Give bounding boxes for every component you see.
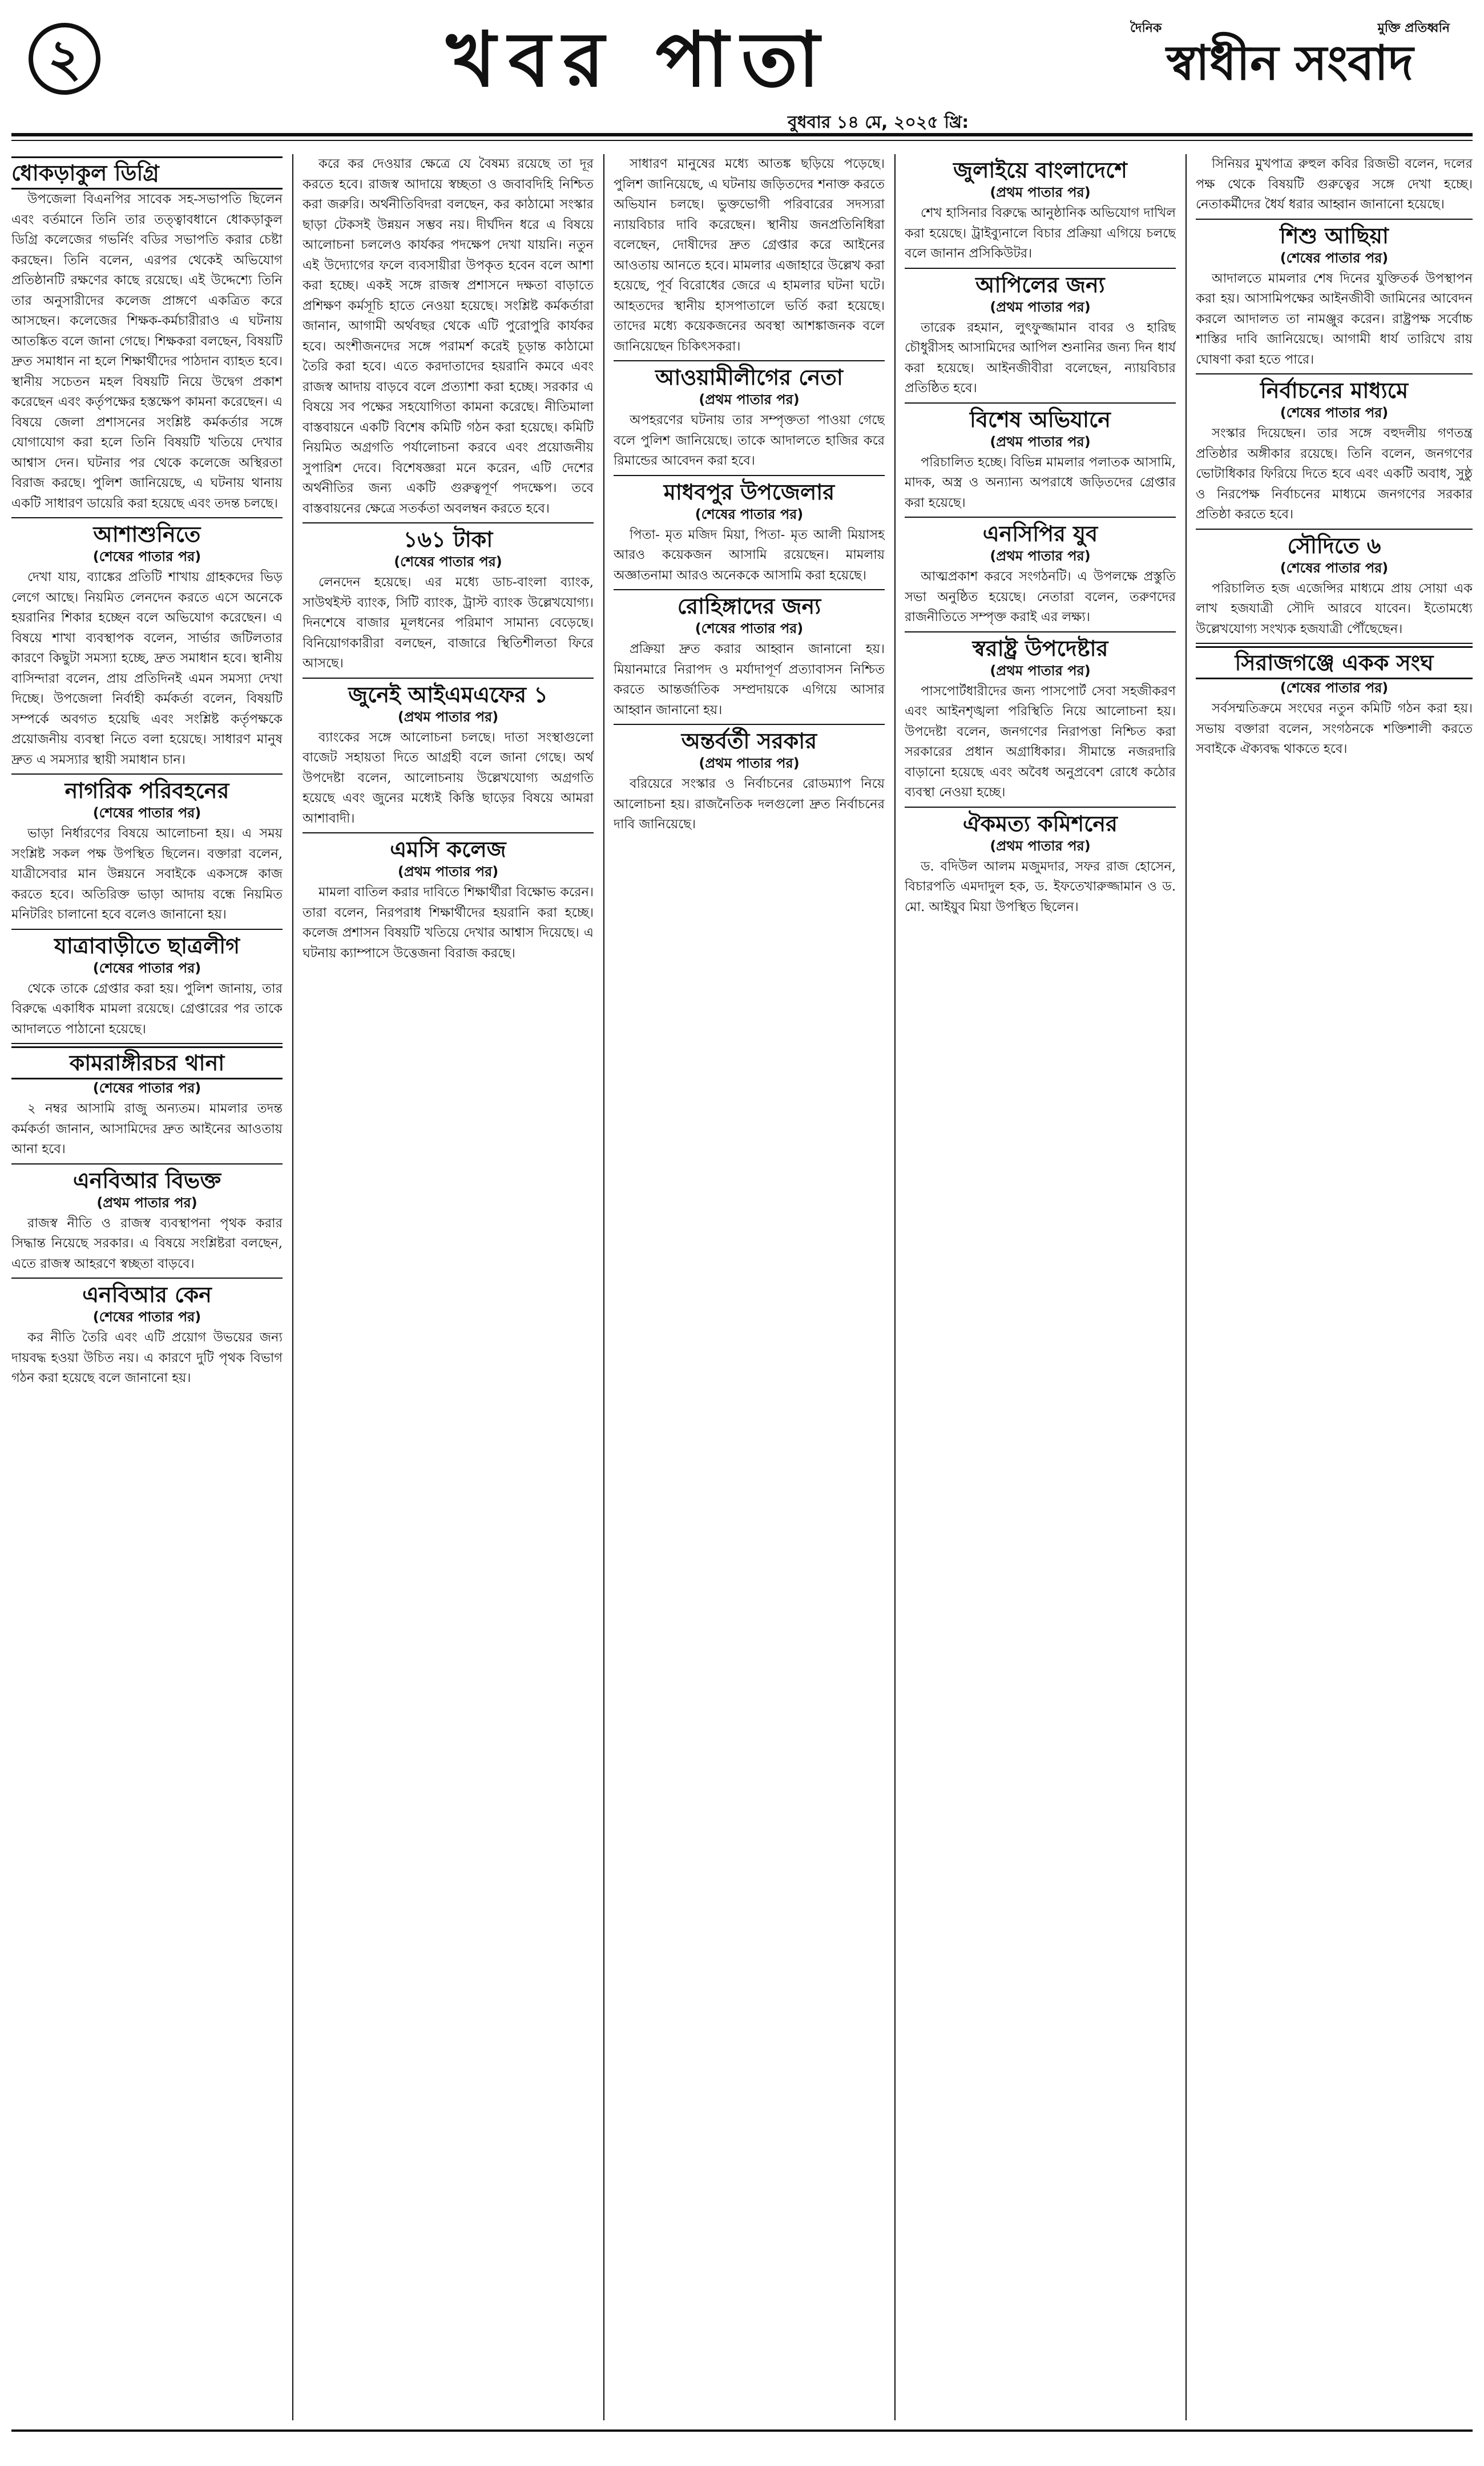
column-divider [603, 154, 604, 2420]
story-divider [1196, 529, 1473, 530]
column-3 [614, 154, 885, 2443]
story-headline: শিশু আছিয়া [1280, 223, 1389, 248]
news-story [905, 268, 1176, 399]
story-divider [905, 268, 1176, 269]
story-headline: সিরাজগঞ্জে একক সংঘ [1196, 646, 1473, 679]
news-story [11, 1163, 283, 1275]
story-divider [11, 1043, 283, 1044]
story-body-text: তারেক রহমান, লুৎফুজ্জামান বাবর ও হারিছ চৌধুরীসহ আসামিদের আপিল শুনানির জন্য দিন ধার্য করা হয়েছে। আইনজীবীরা বলেছেন, ন্যায়বিচার প্রতিষ্ঠিত হবে। [905, 320, 1176, 396]
story-divider [614, 589, 885, 590]
publication-date: বুধবার ১৪ মে, ২০২৫ খ্রি: [788, 112, 969, 132]
brand-logo-text: স্বাধীন সংবাদ [1166, 35, 1414, 91]
story-divider [11, 929, 283, 930]
news-story [11, 773, 283, 925]
story-divider [905, 631, 1176, 632]
page-bottom-rule [11, 2429, 1473, 2432]
continuation-note: (প্রথম পাতার পর) [699, 392, 800, 408]
story-divider [1196, 373, 1473, 374]
continuation-note: (শেষের পাতার পর) [92, 549, 201, 565]
story-body-text: রাজস্ব নীতি ও রাজস্ব ব্যবস্থাপনা পৃথক করার সিদ্ধান্ত নিয়েছে সরকার। এ বিষয়ে সংশ্লিষ্টরা বলছেন, এতে রাজস্ব আহরণে স্বচ্ছতা বাড়বে। [11, 1215, 283, 1271]
news-story [1196, 154, 1473, 215]
story-body-text: মামলা বাতিল করার দাবিতে শিক্ষার্থীরা বিক্ষোভ করেন। তারা বলেন, নিরপরাধ শিক্ষার্থীদের হয়রানি করা হচ্ছে। কলেজ প্রশাসন বিষয়টি খতিয়ে দেখার আশ্বাস দিয়েছে। এ ঘটনায় ক্যাম্পাসে উত্তেজনা বিরাজ করছে। [303, 885, 594, 961]
story-body-text: শেখ হাসিনার বিরুদ্ধে আনুষ্ঠানিক অভিযোগ দাখিল করা হয়েছে। ট্রাইব্যুনালে বিচার প্রক্রিয়া এগিয়ে চলছে বলে জানান প্রসিকিউটর। [905, 206, 1176, 261]
brand-tag-right: মুক্তি প্রতিধ্বনি [1377, 21, 1450, 35]
continuation-note: (প্রথম পাতার পর) [96, 1194, 197, 1211]
story-body-text: ভাড়া নির্ধারণের বিষয়ে আলোচনা হয়। এ সময় সংশ্লিষ্ট সকল পক্ষ উপস্থিত ছিলেন। বক্তারা বলেন, যাত্রীসেবার মান উন্নয়নে সবাইকে একসঙ্গে কাজ করতে হবে। অতিরিক্ত ভাড়া আদায় বন্ধে নিয়মিত মনিটরিং চালানো হবে বলেও জানানো হয়। [11, 826, 283, 922]
continuation-note: (প্রথম পাতার পর) [397, 864, 499, 880]
story-body-text: পিতা- মৃত মজিদ মিয়া, পিতা- মৃত আলী মিয়াসহ আরও কয়েকজন আসামি রয়েছেন। মামলায় অজ্ঞাতনামা আরও অনেককে আসামি করা হয়েছে। [614, 527, 885, 583]
masthead [11, 11, 1473, 132]
continuation-note: (শেষের পাতার পর) [695, 620, 804, 636]
continuation-note: (শেষের পাতার পর) [1280, 559, 1389, 576]
story-headline: অন্তর্বর্তী সরকার [681, 728, 817, 754]
news-story [11, 1043, 283, 1160]
news-story [303, 522, 594, 674]
story-headline: কামরাঙ্গীরচর থানা [11, 1046, 283, 1079]
column-5 [1196, 154, 1473, 2443]
continuation-note: (শেষের পাতার পর) [394, 554, 502, 570]
column-4 [905, 154, 1176, 2443]
story-headline: ১৬১ টাকা [403, 527, 493, 552]
story-headline: সৌদিতে ৬ [1287, 533, 1381, 558]
story-divider [614, 475, 885, 476]
story-body-text: অপহরণের ঘটনায় তার সম্পৃক্ততা পাওয়া গেছে বলে পুলিশ জানিয়েছে। তাকে আদালতে হাজির করে রিমান্ডের আবেদন করা হবে। [614, 413, 885, 468]
news-story [1196, 373, 1473, 525]
story-body-text: সাধারণ মানুষের মধ্যে আতঙ্ক ছড়িয়ে পড়েছে। পুলিশ জানিয়েছে, এ ঘটনায় জড়িতদের শনাক্ত করতে অভিযান চলছে। ভুক্তভোগী পরিবারের সদস্যরা ন্যায়বিচার দাবি করেছেন। স্থানীয় জনপ্রতিনিধিরা বলেছেন, দোষীদের দ্রুত গ্রেপ্তার করে আইনের আওতায় আনতে হবে। মামলার এজাহারে উল্লেখ করা হয়েছে, পূর্ব বিরোধের জেরে এ হামলার ঘটনা ঘটে। আহতদের স্থানীয় হাসপাতালে ভর্তি করা হয়েছে। তাদের মধ্যে কয়েকজনের অবস্থা আশঙ্কাজনক বলে জানিয়েছেন চিকিৎসকরা। [614, 156, 885, 354]
story-body-text: সিনিয়র মুখপাত্র রুহুল কবির রিজভী বলেন, দলের পক্ষ থেকে বিষয়টি গুরুত্বের সঙ্গে দেখা হচ্ছে। নেতাকর্মীদের ধৈর্য ধরার আহ্বান জানানো হয়েছে। [1196, 156, 1473, 212]
story-headline: বিশেষ অভিযানে [970, 406, 1111, 432]
story-divider [905, 517, 1176, 518]
page-number-badge: ২ [29, 23, 100, 95]
story-body-text: উপজেলা বিএনপির সাবেক সহ-সভাপতি ছিলেন এবং বর্তমানে তিনি তার তত্ত্বাবধানে ধোকড়াকুল ডিগ্রি কলেজের গভর্নিং বডির সভাপতি করার চেষ্টা করছেন। তিনি বলেন, এরপর থেকেই অভিযোগ প্রতিষ্ঠানটি রক্ষণের কাছে রয়েছে। এই উদ্দেশ্যে তিনি তার অনুসারীদের কলেজ প্রাঙ্গণে একত্রিত করে আসছেন। কলেজের শিক্ষক-কর্মচারীরাও এ ঘটনায় আতঙ্কিত বলে জানা গেছে। শিক্ষকরা বলছেন, বিষয়টি দ্রুত সমাধান না হলে শিক্ষার্থীদের পাঠদান ব্যাহত হবে। স্থানীয় সচেতন মহল বিষয়টি নিয়ে উদ্বেগ প্রকাশ করেছেন এবং কর্তৃপক্ষের হস্তক্ষেপ কামনা করেছেন। এ বিষয়ে জেলা প্রশাসনের সংশ্লিষ্ট কর্মকর্তার সঙ্গে যোগাযোগ করা হলে তিনি বিষয়টি খতিয়ে দেখার আশ্বাস দেন। ঘটনার পর থেকে কলেজে অস্থিরতা বিরাজ করছে। পুলিশ জানিয়েছে, এ ঘটনায় থানায় একটি সাধারণ ডায়েরি করা হয়েছে এবং তদন্ত চলছে। [11, 192, 283, 511]
story-headline: আশাশুনিতে [93, 522, 201, 547]
story-headline: আপিলের জন্য [975, 272, 1105, 297]
continuation-note: (শেষের পাতার পর) [1280, 405, 1389, 421]
story-divider [11, 1278, 283, 1279]
column-divider [894, 154, 896, 2420]
story-body-text: পরিচালিত হজ এজেন্সির মাধ্যমে প্রায় সোয়া এক লাখ হজযাত্রী সৌদি আরবে যাবেন। ইতোমধ্যে উল্লেখযোগ্য সংখ্যক হজযাত্রী পৌঁছেছেন। [1196, 581, 1473, 636]
continuation-note: (শেষের পাতার পর) [1280, 249, 1389, 266]
continuation-note: (প্রথম পাতার পর) [397, 708, 499, 725]
story-divider [905, 402, 1176, 404]
news-story [11, 517, 283, 770]
news-story [303, 832, 594, 964]
news-story [1196, 219, 1473, 370]
news-story [614, 724, 885, 835]
continuation-note: (প্রথম পাতার পর) [990, 837, 1091, 854]
story-divider [11, 773, 283, 775]
news-story [1196, 643, 1473, 760]
continuation-note: (প্রথম পাতার পর) [990, 184, 1091, 200]
story-body-text: ব্যাংকের সঙ্গে আলোচনা চলছে। দাতা সংস্থাগুলো বাজেট সহায়তা দিতে আগ্রহী বলে জানা গেছে। অর্থ উপদেষ্টা বলেন, আলোচনায় উল্লেখযোগ্য অগ্রগতি হয়েছে এবং জুনের মধ্যেই কিস্তি ছাড়ের বিষয়ে আমরা আশাবাদী। [303, 730, 594, 826]
story-headline: আওয়ামীলীগের নেতা [655, 365, 843, 390]
continuation-note: (শেষের পাতার পর) [1280, 680, 1389, 696]
continuation-note: (শেষের পাতার পর) [92, 1309, 201, 1325]
continuation-note: (শেষের পাতার পর) [92, 805, 201, 821]
news-story [303, 678, 594, 829]
news-story [1196, 529, 1473, 640]
story-headline: জুলাইয়ে বাংলাদেশে [953, 158, 1127, 183]
story-headline: এনবিআর কেন [82, 1282, 212, 1307]
continuation-note: (শেষের পাতার পর) [695, 506, 804, 522]
story-body-text: ২ নম্বর আসামি রাজু অন্যতম। মামলার তদন্ত কর্মকর্তা জানান, আসামিদের দ্রুত আইনের আওতায় আনা হবে। [11, 1101, 283, 1157]
story-divider [614, 360, 885, 361]
story-divider [1196, 219, 1473, 220]
story-body-text: কর নীতি তৈরি এবং এটি প্রয়োগ উভয়ের জন্য দায়বদ্ধ হওয়া উচিত নয়। এ কারণে দুটি পৃথক বিভাগ গঠন করা হয়েছে বলে জানানো হয়। [11, 1330, 283, 1385]
story-divider [1196, 643, 1473, 644]
brand-tag-left: দৈনিক [1130, 21, 1162, 35]
continuation-note: (প্রথম পাতার পর) [699, 755, 800, 771]
story-divider [303, 678, 594, 679]
column-2 [303, 154, 594, 2443]
masthead-rule-bottom [11, 140, 1473, 141]
news-story [614, 360, 885, 472]
story-body-text: বরিয়েরে সংস্কার ও নির্বাচনের রোডম্যাপ নিয়ে আলোচনা হয়। রাজনৈতিক দলগুলো দ্রুত নির্বাচনের দাবি জানিয়েছে। [614, 776, 885, 832]
story-headline: স্বরাষ্ট্র উপদেষ্টার [972, 635, 1108, 661]
story-body-text: করে কর দেওয়ার ক্ষেত্রে যে বৈষম্য রয়েছে তা দূর করতে হবে। রাজস্ব আদায়ে স্বচ্ছতা ও জবাবদিহি নিশ্চিত করা জরুরি। অর্থনীতিবিদরা বলছেন, কর কাঠামো সংস্কার ছাড়া টেকসই উন্নয়ন সম্ভব নয়। দীর্ঘদিন ধরে এ বিষয়ে আলোচনা চললেও কার্যকর পদক্ষেপ দেখা যায়নি। নতুন এই উদ্যোগের ফলে ব্যবসায়ীরা উপকৃত হবেন বলে আশা করা হচ্ছে। একই সঙ্গে রাজস্ব প্রশাসনে দক্ষতা বাড়াতে প্রশিক্ষণ কর্মসূচি হাতে নেওয়া হয়েছে। সংশ্লিষ্ট কর্মকর্তারা জানান, আগামী অর্থবছর থেকে এটি পুরোপুরি কার্যকর হবে। অংশীজনদের সঙ্গে পরামর্শ করেই চূড়ান্ত কাঠামো তৈরি করা হবে। এতে করদাতাদের হয়রানি কমবে এবং রাজস্ব আদায় বাড়বে বলে প্রত্যাশা করা হচ্ছে। সরকার এ বিষয়ে সব পক্ষের সহযোগিতা কামনা করেছে। নীতিমালা বাস্তবায়নে একটি বিশেষ কমিটি গঠন করা হয়েছে। কমিটি নিয়মিত অগ্রগতি পর্যালোচনা করবে এবং প্রয়োজনীয় সুপারিশ দেবে। বিশেষজ্ঞরা মনে করেন, এটি দেশের অর্থনীতির জন্য একটি গুরুত্বপূর্ণ পদক্ষেপ। তবে বাস্তবায়নের ক্ষেত্রে সতর্কতা অবলম্বন করতে হবে। [303, 156, 594, 516]
story-divider [303, 832, 594, 833]
continuation-note: (শেষের পাতার পর) [92, 1080, 201, 1096]
story-body-text: পাসপোর্টধারীদের জন্য পাসপোর্ট সেবা সহজীকরণ এবং আইনশৃঙ্খলা পরিস্থিতি নিয়ে আলোচনা হয়। উপদেষ্টা বলেন, জনগণের নিরাপত্তা নিশ্চিত করা সরকারের প্রধান অগ্রাধিকার। সীমান্তে নজরদারি বাড়ানো হয়েছে এবং অবৈধ অনুপ্রবেশ রোধে কঠোর ব্যবস্থা নেওয়া হচ্ছে। [905, 683, 1176, 800]
story-divider [303, 522, 594, 523]
continuation-note: (শেষের পাতার পর) [92, 960, 201, 976]
news-story [905, 402, 1176, 514]
column-1 [11, 154, 283, 2443]
column-divider [1185, 154, 1187, 2420]
newspaper-page [11, 11, 1473, 2443]
story-headline: এনবিআর বিভক্ত [72, 1167, 221, 1193]
continuation-note: (প্রথম পাতার পর) [990, 299, 1091, 315]
story-divider [11, 1163, 283, 1164]
news-story [614, 589, 885, 720]
news-story [905, 156, 1176, 264]
story-headline: ধোকড়াকুল ডিগ্রি [11, 156, 283, 190]
continuation-note: (প্রথম পাতার পর) [990, 548, 1091, 564]
story-headline: যাত্রাবাড়ীতে ছাত্রলীগ [54, 933, 240, 958]
news-story [905, 517, 1176, 628]
news-story [905, 631, 1176, 803]
column-divider [292, 154, 293, 2420]
section-title: খবর পাতা [446, 15, 832, 104]
story-body-text: থেকে তাকে গ্রেপ্তার করা হয়। পুলিশ জানায়, তার বিরুদ্ধে একাধিক মামলা রয়েছে। গ্রেপ্তারের পর তাকে আদালতে পাঠানো হয়েছে। [11, 981, 283, 1037]
news-story [614, 154, 885, 357]
story-body-text: আত্মপ্রকাশ করবে সংগঠনটি। এ উপলক্ষে প্রস্তুতি সভা অনুষ্ঠিত হয়েছে। নেতারা বলেন, তরুণদের রাজনীতিতে সম্পৃক্ত করাই এর লক্ষ্য। [905, 569, 1176, 624]
story-headline: মাধবপুর উপজেলার [663, 479, 835, 505]
story-headline: এনসিপির যুব [982, 521, 1098, 546]
masthead-rule-top [11, 133, 1473, 136]
news-story [614, 475, 885, 586]
story-body-text: আদালতে মামলার শেষ দিনের যুক্তিতর্ক উপস্থাপন করা হয়। আসামিপক্ষের আইনজীবী জামিনের আবেদন করলে আদালত তা নামঞ্জুর করেন। রাষ্ট্রপক্ষ সর্বোচ্চ শাস্তির দাবি জানিয়েছে। আগামী ধার্য তারিখে রায় ঘোষণা করা হতে পারে। [1196, 271, 1473, 367]
news-story [303, 154, 594, 519]
story-body-text: সর্বসম্মতিক্রমে সংঘের নতুন কমিটি গঠন করা হয়। সভায় বক্তারা বলেন, সংগঠনকে শক্তিশালী করতে সবাইকে ঐক্যবদ্ধ থাকতে হবে। [1196, 701, 1473, 756]
continuation-note: (প্রথম পাতার পর) [990, 433, 1091, 450]
news-story [11, 1278, 283, 1389]
story-headline: এমসি কলেজ [390, 837, 506, 862]
story-body-text: দেখা যায়, ব্যাঙ্কের প্রতিটি শাখায় গ্রাহকদের ভিড় লেগে আছে। নিয়মিত লেনদেন করতে এসে অনেকে হয়রানির শিকার হচ্ছেন বলে অভিযোগ করেছেন। এ বিষয়ে শাখা ব্যবস্থাপক বলেন, সার্ভার জটিলতার কারণে কিছুটা সমস্যা হচ্ছে, দ্রুত সমাধান হবে। স্থানীয় বাসিন্দারা বলেন, প্রায় প্রতিদিনই এমন সমস্যা দেখা দিচ্ছে। উপজেলা নির্বাহী কর্মকর্তা বলেন, বিষয়টি সম্পর্কে অবগত হয়েছি এবং সংশ্লিষ্ট কর্তৃপক্ষকে প্রয়োজনীয় ব্যবস্থা নিতে বলা হয়েছে। সাধারণ মানুষ দ্রুত এ সমস্যার স্থায়ী সমাধান চান। [11, 570, 283, 767]
story-body-text: ড. বদিউল আলম মজুমদার, সফর রাজ হোসেন, বিচারপতি এমদাদুল হক, ড. ইফতেখারুজ্জামান ও ড. মো. আইয়ুব মিয়া উপস্থিত ছিলেন। [905, 859, 1176, 914]
story-headline: ঐকমত্য কমিশনের [963, 811, 1118, 836]
continuation-note: (প্রথম পাতার পর) [990, 662, 1091, 679]
story-headline: জুনেই আইএমএফের ১ [348, 682, 548, 707]
story-body-text: প্রক্রিয়া দ্রুত করার আহ্বান জানানো হয়। মিয়ানমারে নিরাপদ ও মর্যাদাপূর্ণ প্রত্যাবাসন নিশ্চিত করতে আন্তর্জাতিক সম্প্রদায়কে এগিয়ে আসার আহ্বান জানানো হয়। [614, 642, 885, 718]
story-body-text: লেনদেন হয়েছে। এর মধ্যে ডাচ-বাংলা ব্যাংক, সাউথইস্ট ব্যাংক, সিটি ব্যাংক, ট্রাস্ট ব্যাংক উল্লেখযোগ্য। দিনশেষে বাজার মূলধনের পরিমাণ সামান্য বেড়েছে। বিনিয়োগকারীরা বলছেন, বাজারে স্থিতিশীলতা ফিরে আসছে। [303, 575, 594, 671]
story-divider [11, 517, 283, 518]
story-body-text: সংস্কার দিয়েছেন। তার সঙ্গে বহুদলীয় গণতন্ত্র প্রতিষ্ঠার অঙ্গীকার রয়েছে। তিনি বলেন, জনগণের ভোটাধিকার ফিরিয়ে দিতে হবে এবং একটি অবাধ, সুষ্ঠু ও নিরপেক্ষ নির্বাচনের মাধ্যমে জনগণের সরকার প্রতিষ্ঠা করতে হবে। [1196, 426, 1473, 522]
news-story [11, 156, 283, 514]
story-divider [614, 724, 885, 725]
story-divider [905, 807, 1176, 808]
story-body-text: পরিচালিত হচ্ছে। বিভিন্ন মামলার পলাতক আসামি, মাদক, অস্ত্র ও অন্যান্য অপরাধে জড়িতদের গ্রেপ্তার করা হয়েছে। [905, 454, 1176, 510]
story-headline: নির্বাচনের মাধ্যমে [1260, 378, 1409, 403]
news-story [11, 929, 283, 1040]
news-story [905, 807, 1176, 918]
story-headline: রোহিঙ্গাদের জন্য [677, 594, 821, 619]
story-headline: নাগরিক পরিবহনের [64, 778, 229, 803]
